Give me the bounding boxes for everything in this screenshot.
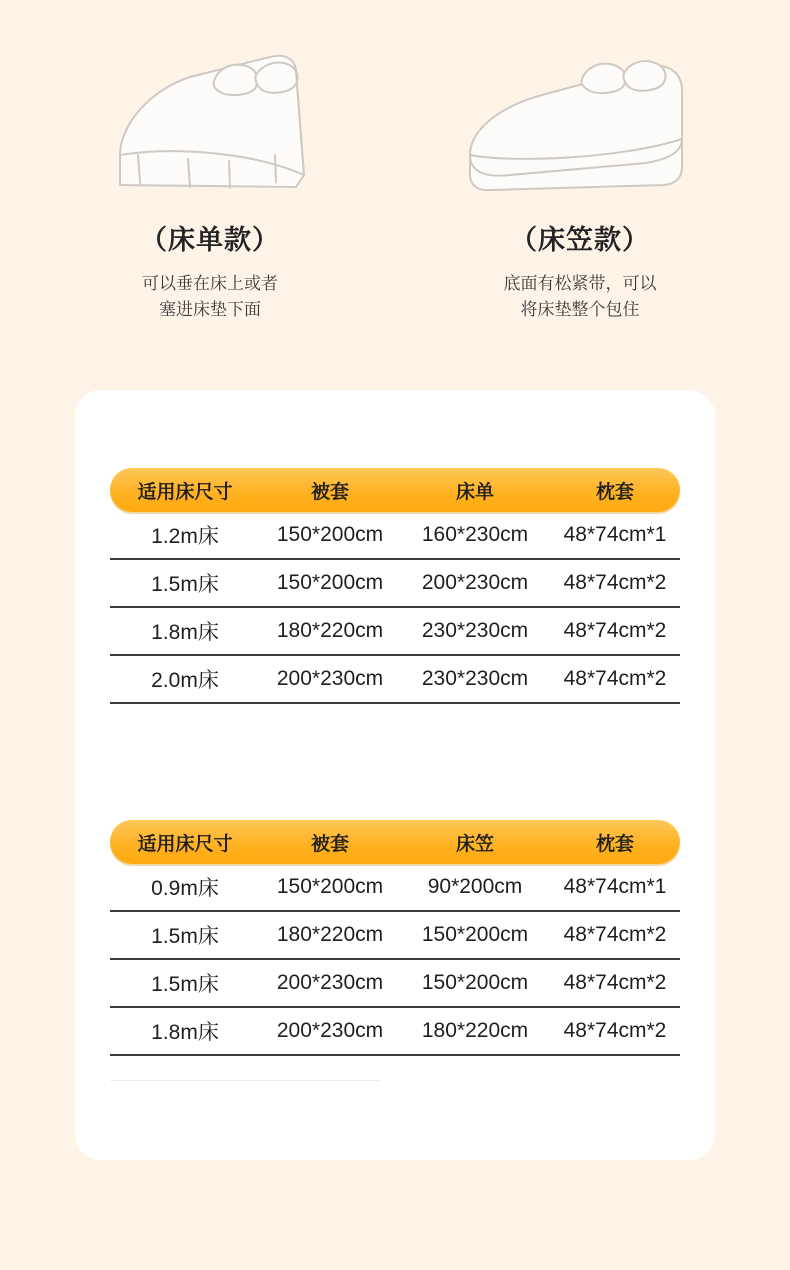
illustration-fitted-sheet bbox=[430, 30, 730, 324]
cell-pillowcase: 48*74cm*2 bbox=[563, 571, 667, 594]
column-header-bed-size: 适用床尺寸 bbox=[137, 481, 233, 503]
illustration-description-line1: 可以垂在床上或者 bbox=[142, 274, 278, 293]
cell-bed-size: 2.0m床 bbox=[151, 669, 219, 692]
table-header-row bbox=[110, 468, 680, 512]
table-row bbox=[110, 560, 680, 608]
illustration-section bbox=[0, 0, 790, 324]
cell-pillowcase: 48*74cm*2 bbox=[563, 923, 667, 946]
illustration-description-line1: 底面有松紧带，可以 bbox=[503, 274, 657, 293]
cell-bed-size: 0.9m床 bbox=[151, 877, 219, 900]
illustration-description bbox=[430, 271, 730, 324]
table-row bbox=[110, 912, 680, 960]
column-header-duvet-cover: 被套 bbox=[310, 481, 349, 503]
size-table-flat-sheet bbox=[110, 468, 680, 704]
cell-pillowcase: 48*74cm*1 bbox=[563, 523, 667, 546]
column-header-bed-size: 适用床尺寸 bbox=[137, 833, 233, 855]
illustration-description-line2: 将床垫整个包住 bbox=[520, 300, 640, 320]
table-row bbox=[110, 960, 680, 1008]
cell-bed-size: 1.2m床 bbox=[151, 525, 219, 548]
cell-fitted-sheet: 150*200cm bbox=[421, 923, 529, 946]
table-row bbox=[110, 512, 680, 560]
cell-pillowcase: 48*74cm*1 bbox=[563, 875, 667, 898]
size-table-fitted-sheet bbox=[110, 820, 680, 1056]
illustration-title: （床单款） bbox=[140, 225, 280, 255]
cell-fitted-sheet: 90*200cm bbox=[427, 875, 523, 898]
cell-duvet-cover: 200*230cm bbox=[276, 971, 384, 994]
cell-pillowcase: 48*74cm*2 bbox=[563, 619, 667, 642]
illustration-description-line2: 塞进床垫下面 bbox=[159, 300, 261, 320]
cell-sheet: 230*230cm bbox=[421, 619, 529, 642]
cell-bed-size: 1.5m床 bbox=[151, 925, 219, 948]
column-header-fitted-sheet: 床笠 bbox=[455, 833, 494, 855]
table-header-row bbox=[110, 820, 680, 864]
flat-sheet-bed-icon bbox=[60, 30, 360, 210]
illustration-title: （床笠款） bbox=[510, 225, 650, 255]
cell-fitted-sheet: 150*200cm bbox=[421, 971, 529, 994]
cell-duvet-cover: 200*230cm bbox=[276, 667, 384, 690]
column-header-pillowcase: 枕套 bbox=[595, 481, 634, 503]
cell-sheet: 160*230cm bbox=[421, 523, 529, 546]
cell-pillowcase: 48*74cm*2 bbox=[563, 971, 667, 994]
cell-duvet-cover: 150*200cm bbox=[276, 571, 384, 594]
table-row bbox=[110, 608, 680, 656]
cell-sheet: 200*230cm bbox=[421, 571, 529, 594]
cell-duvet-cover: 150*200cm bbox=[276, 875, 384, 898]
table-row bbox=[110, 1008, 680, 1056]
cell-duvet-cover: 180*220cm bbox=[276, 923, 384, 946]
fitted-sheet-bed-icon bbox=[430, 30, 730, 210]
size-chart-card bbox=[75, 390, 715, 1160]
cell-pillowcase: 48*74cm*2 bbox=[563, 1019, 667, 1042]
illustration-flat-sheet bbox=[60, 30, 360, 324]
table-row bbox=[110, 656, 680, 704]
cell-fitted-sheet: 180*220cm bbox=[421, 1019, 529, 1042]
cell-bed-size: 1.8m床 bbox=[151, 1021, 219, 1044]
cell-bed-size: 1.5m床 bbox=[151, 973, 219, 996]
illustration-description bbox=[60, 271, 360, 324]
column-header-pillowcase: 枕套 bbox=[595, 833, 634, 855]
cell-pillowcase: 48*74cm*2 bbox=[563, 667, 667, 690]
cell-bed-size: 1.5m床 bbox=[151, 573, 219, 596]
cell-sheet: 230*230cm bbox=[421, 667, 529, 690]
table-row bbox=[110, 864, 680, 912]
cell-bed-size: 1.8m床 bbox=[151, 621, 219, 644]
cell-duvet-cover: 150*200cm bbox=[276, 523, 384, 546]
cell-duvet-cover: 200*230cm bbox=[276, 1019, 384, 1042]
column-header-duvet-cover: 被套 bbox=[310, 833, 349, 855]
cell-duvet-cover: 180*220cm bbox=[276, 619, 384, 642]
decorative-divider bbox=[110, 1080, 380, 1081]
column-header-sheet: 床单 bbox=[455, 481, 494, 503]
